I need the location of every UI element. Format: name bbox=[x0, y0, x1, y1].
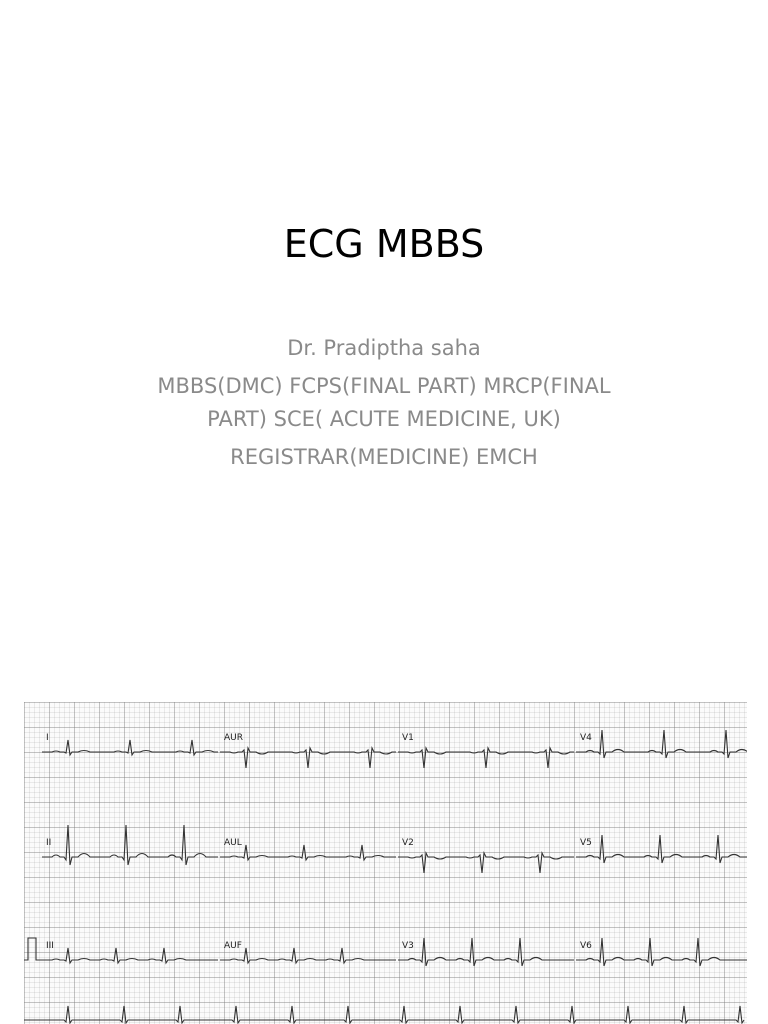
ecg-strip-image bbox=[24, 702, 747, 1024]
ecg-trace-v1 bbox=[398, 748, 574, 768]
ecg-trace-iii bbox=[42, 948, 218, 963]
ecg-traces bbox=[24, 702, 747, 1024]
lead-label-ii: II bbox=[46, 838, 52, 848]
ecg-trace-v2 bbox=[398, 853, 574, 873]
credentials-line-2: PART) SCE( ACUTE MEDICINE, UK) bbox=[207, 407, 561, 431]
credentials-line-1: MBBS(DMC) FCPS(FINAL PART) MRCP(FINAL bbox=[157, 374, 611, 398]
ecg-trace-ii bbox=[42, 825, 218, 865]
ecg-trace-i bbox=[42, 740, 218, 755]
slide-title: ECG MBBS bbox=[283, 222, 485, 266]
author-name: Dr. Pradiptha saha bbox=[287, 336, 481, 360]
lead-label-v2: V2 bbox=[402, 838, 414, 848]
lead-label-aul: AUL bbox=[224, 838, 242, 848]
ecg-trace-aur bbox=[220, 748, 396, 768]
lead-label-v6: V6 bbox=[580, 941, 592, 951]
ecg-trace-v6 bbox=[576, 938, 747, 966]
ecg-rhythm-strip bbox=[24, 1006, 744, 1023]
calibration-pulse bbox=[24, 938, 42, 960]
lead-label-aur: AUR bbox=[224, 733, 243, 743]
lead-label-iii: III bbox=[46, 941, 54, 951]
lead-label-v3: V3 bbox=[402, 941, 414, 951]
lead-label-v5: V5 bbox=[580, 838, 592, 848]
ecg-trace-auf bbox=[220, 948, 396, 963]
ecg-trace-v3 bbox=[398, 938, 574, 966]
ecg-trace-aul bbox=[220, 845, 396, 860]
lead-label-i: I bbox=[46, 733, 49, 743]
lead-label-v1: V1 bbox=[402, 733, 414, 743]
subtitle-block bbox=[120, 332, 648, 474]
position-line: REGISTRAR(MEDICINE) EMCH bbox=[230, 445, 538, 469]
ecg-trace-v5 bbox=[576, 835, 747, 863]
lead-label-auf: AUF bbox=[224, 941, 242, 951]
ecg-trace-v4 bbox=[576, 730, 747, 758]
lead-label-v4: V4 bbox=[580, 733, 592, 743]
